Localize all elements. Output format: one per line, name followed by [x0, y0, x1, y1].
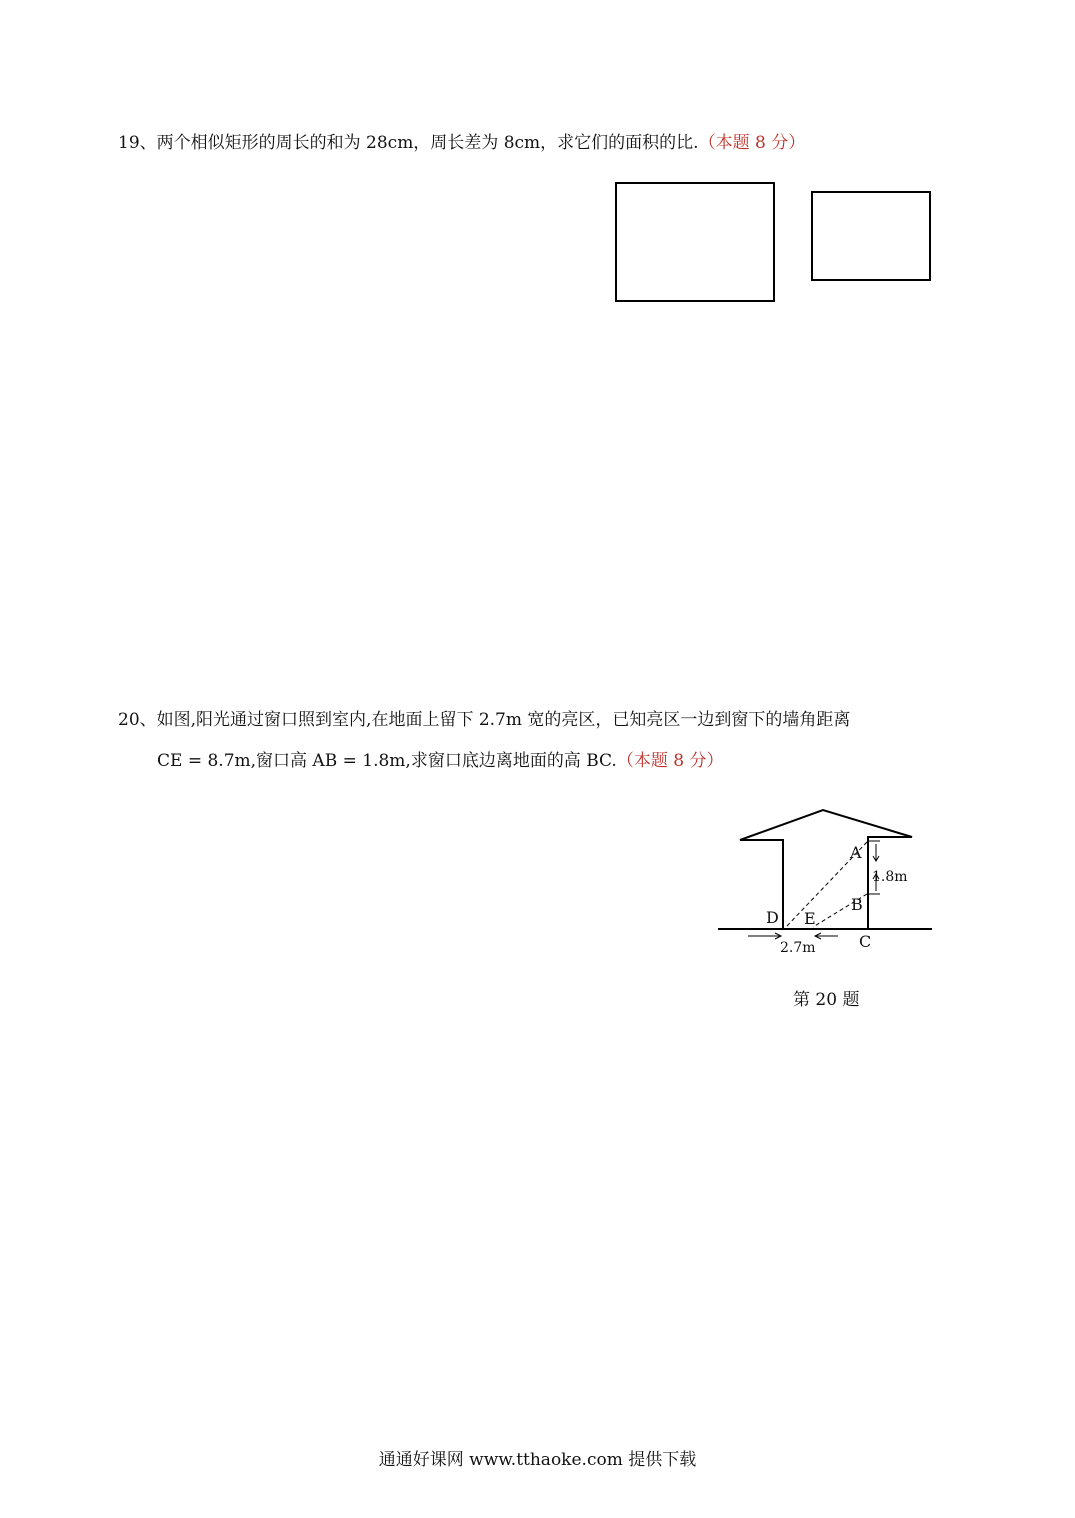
label-C: C — [859, 932, 872, 951]
similar-rectangle-large — [615, 182, 775, 302]
question-19-text: 19、两个相似矩形的周长的和为 28cm，周长差为 8cm，求它们的面积的比. — [118, 133, 699, 153]
question-20-line-1 — [118, 708, 850, 732]
label-D: D — [766, 908, 779, 927]
label-bright-width: 2.7m — [780, 940, 816, 956]
similar-rectangle-small — [811, 191, 931, 281]
label-B: B — [851, 895, 863, 914]
question-20-text-2: CE = 8.7m,窗口高 AB = 1.8m,求窗口底边离地面的高 BC. — [157, 751, 617, 771]
label-window-height: 1.8m — [872, 869, 908, 885]
figure-20-house-diagram — [710, 800, 945, 965]
label-A: A — [850, 843, 862, 862]
question-20-text-1: 20、如图,阳光通过窗口照到室内,在地面上留下 2.7m 宽的亮区，已知亮区一边到窗下的墙角距离 — [118, 710, 851, 730]
page-footer: 通通好课网 www.tthaoke.com 提供下载 — [378, 1450, 697, 1470]
question-20-score: （本题 8 分） — [616, 751, 724, 771]
question-20-line-2 — [157, 749, 723, 773]
label-E: E — [804, 909, 816, 928]
question-19-score: （本题 8 分） — [698, 133, 806, 153]
figure-20-caption: 第 20 题 — [793, 990, 860, 1010]
question-19 — [118, 131, 805, 155]
